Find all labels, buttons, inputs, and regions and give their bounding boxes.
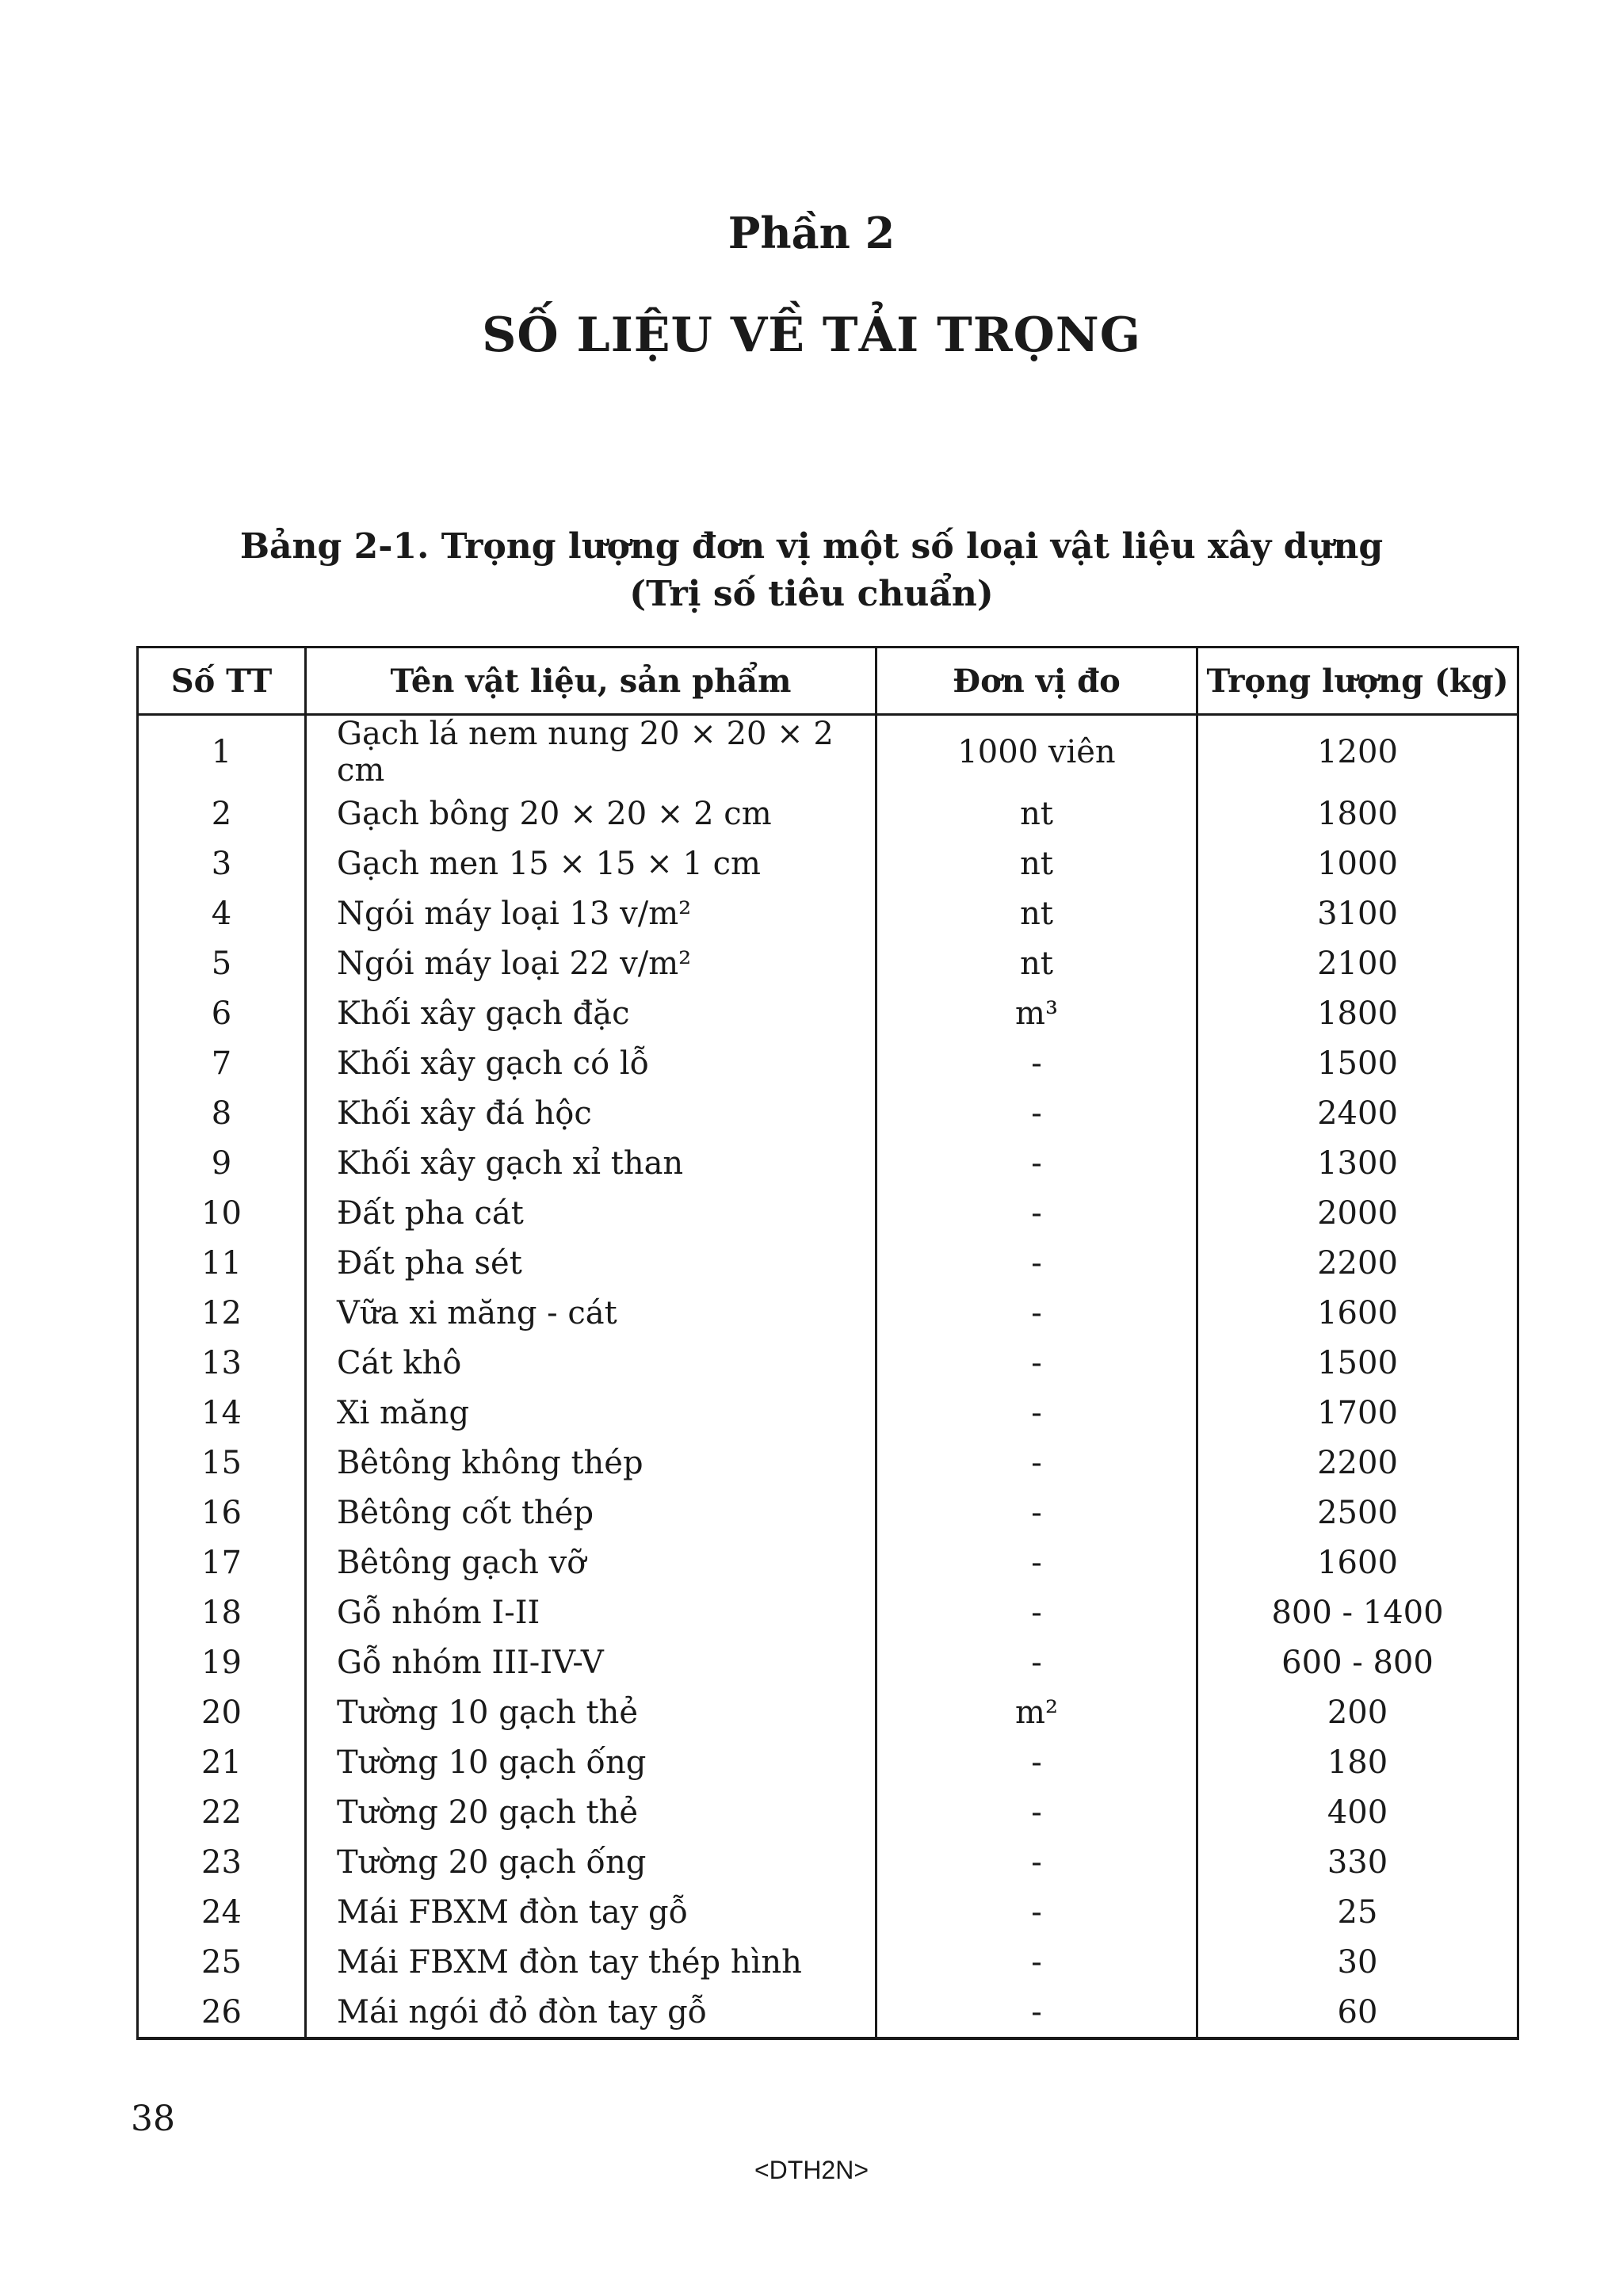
table-row (138, 1587, 1518, 1637)
row-unit: nt (876, 888, 1197, 938)
table-row (138, 1737, 1518, 1787)
row-material-name: Bêtông không thép (306, 1438, 876, 1488)
row-unit: - (876, 1388, 1197, 1438)
row-unit: - (876, 1538, 1197, 1587)
row-number: 22 (138, 1787, 306, 1837)
row-weight: 400 (1197, 1787, 1518, 1837)
row-number: 26 (138, 1987, 306, 2038)
row-number: 13 (138, 1338, 306, 1388)
row-number: 17 (138, 1538, 306, 1587)
row-unit: - (876, 1637, 1197, 1687)
header-name: Tên vật liệu, sản phẩm (306, 648, 876, 715)
row-material-name: Bêtông cốt thép (306, 1488, 876, 1538)
table-row (138, 1388, 1518, 1438)
row-weight: 180 (1197, 1737, 1518, 1787)
row-material-name: Ngói máy loại 22 v/m² (306, 938, 876, 988)
table-row (138, 1438, 1518, 1488)
row-material-name: Gỗ nhóm III-IV-V (306, 1637, 876, 1687)
part-title: Phần 2 (727, 208, 896, 258)
table-row (138, 1338, 1518, 1388)
row-unit: - (876, 1737, 1197, 1787)
table-row (138, 839, 1518, 888)
table-row (138, 715, 1518, 789)
row-number: 14 (138, 1388, 306, 1438)
table-row (138, 1138, 1518, 1188)
row-weight: 200 (1197, 1687, 1518, 1737)
row-weight: 600 - 800 (1197, 1637, 1518, 1687)
row-material-name: Tường 20 gạch ống (306, 1837, 876, 1887)
row-unit: - (876, 1887, 1197, 1937)
table-header-row (138, 648, 1518, 715)
main-title: SỐ LIỆU VỀ TẢI TRỌNG (482, 308, 1141, 363)
table-row (138, 1488, 1518, 1538)
row-material-name: Mái FBXM đòn tay thép hình (306, 1937, 876, 1987)
row-weight: 2200 (1197, 1438, 1518, 1488)
row-material-name: Gạch men 15 × 15 × 1 cm (306, 839, 876, 888)
row-weight: 1200 (1197, 715, 1518, 789)
footer-code: <DTH2N> (754, 2156, 869, 2184)
row-number: 10 (138, 1188, 306, 1238)
row-weight: 1000 (1197, 839, 1518, 888)
row-material-name: Tường 10 gạch thẻ (306, 1687, 876, 1737)
row-material-name: Cát khô (306, 1338, 876, 1388)
row-unit: - (876, 1338, 1197, 1388)
row-weight: 25 (1197, 1887, 1518, 1937)
row-number: 3 (138, 839, 306, 888)
row-unit: - (876, 1038, 1197, 1088)
table-row (138, 938, 1518, 988)
row-weight: 2500 (1197, 1488, 1518, 1538)
row-unit: - (876, 1138, 1197, 1188)
table-row (138, 1188, 1518, 1238)
table-body (138, 715, 1518, 2039)
materials-table (136, 646, 1519, 2040)
table-row (138, 1837, 1518, 1887)
header-no: Số TT (138, 648, 306, 715)
row-weight: 3100 (1197, 888, 1518, 938)
row-number: 9 (138, 1138, 306, 1188)
row-material-name: Đất pha cát (306, 1188, 876, 1238)
table-row (138, 888, 1518, 938)
row-material-name: Khối xây gạch có lỗ (306, 1038, 876, 1088)
row-material-name: Mái FBXM đòn tay gỗ (306, 1887, 876, 1937)
row-number: 12 (138, 1288, 306, 1338)
row-weight: 1700 (1197, 1388, 1518, 1438)
table-caption-line2: (Trị số tiêu chuẩn) (629, 574, 994, 614)
table-row (138, 1238, 1518, 1288)
row-weight: 2000 (1197, 1188, 1518, 1238)
row-number: 8 (138, 1088, 306, 1138)
row-number: 6 (138, 988, 306, 1038)
table-row (138, 988, 1518, 1038)
row-weight: 1600 (1197, 1538, 1518, 1587)
header-unit: Đơn vị đo (876, 648, 1197, 715)
row-weight: 800 - 1400 (1197, 1587, 1518, 1637)
row-number: 7 (138, 1038, 306, 1088)
table-row (138, 1637, 1518, 1687)
row-material-name: Tường 10 gạch ống (306, 1737, 876, 1787)
table-row (138, 1038, 1518, 1088)
table-row (138, 1538, 1518, 1587)
row-material-name: Khối xây gạch xỉ than (306, 1138, 876, 1188)
row-material-name: Gỗ nhóm I-II (306, 1587, 876, 1637)
row-unit: nt (876, 839, 1197, 888)
row-unit: nt (876, 938, 1197, 988)
row-number: 16 (138, 1488, 306, 1538)
table-caption-line1: Bảng 2-1. Trọng lượng đơn vị một số loại vật liệu xây dựng (239, 526, 1384, 567)
table-row (138, 1088, 1518, 1138)
row-material-name: Gạch bông 20 × 20 × 2 cm (306, 789, 876, 839)
row-material-name: Đất pha sét (306, 1238, 876, 1288)
row-number: 18 (138, 1587, 306, 1637)
table-row (138, 1687, 1518, 1737)
row-weight: 1600 (1197, 1288, 1518, 1338)
row-material-name: Vữa xi măng - cát (306, 1288, 876, 1338)
row-weight: 2200 (1197, 1238, 1518, 1288)
table-row (138, 1787, 1518, 1837)
row-material-name: Khối xây gạch đặc (306, 988, 876, 1038)
row-weight: 1300 (1197, 1138, 1518, 1188)
row-number: 24 (138, 1887, 306, 1937)
row-material-name: Khối xây đá hộc (306, 1088, 876, 1138)
row-unit: m³ (876, 988, 1197, 1038)
row-number: 1 (138, 715, 306, 789)
page-number: 38 (131, 2099, 175, 2139)
table-row (138, 1987, 1518, 2038)
row-material-name: Mái ngói đỏ đòn tay gỗ (306, 1987, 876, 2038)
row-unit: - (876, 1787, 1197, 1837)
row-unit: - (876, 1837, 1197, 1887)
row-unit: - (876, 1288, 1197, 1338)
row-number: 15 (138, 1438, 306, 1488)
row-weight: 2100 (1197, 938, 1518, 988)
row-material-name: Ngói máy loại 13 v/m² (306, 888, 876, 938)
row-unit: 1000 viên (876, 715, 1197, 789)
table-caption (0, 523, 1623, 618)
row-unit: - (876, 1987, 1197, 2038)
row-number: 2 (138, 789, 306, 839)
table-row (138, 1288, 1518, 1338)
row-weight: 2400 (1197, 1088, 1518, 1138)
header-weight: Trọng lượng (kg) (1197, 648, 1518, 715)
row-weight: 330 (1197, 1837, 1518, 1887)
row-material-name: Gạch lá nem nung 20 × 20 × 2 cm (306, 715, 876, 789)
row-number: 5 (138, 938, 306, 988)
row-number: 23 (138, 1837, 306, 1887)
row-unit: - (876, 1587, 1197, 1637)
table-row (138, 1887, 1518, 1937)
row-number: 11 (138, 1238, 306, 1288)
row-number: 21 (138, 1737, 306, 1787)
table-row (138, 1937, 1518, 1987)
row-material-name: Bêtông gạch vỡ (306, 1538, 876, 1587)
row-unit: - (876, 1088, 1197, 1138)
row-unit: - (876, 1488, 1197, 1538)
row-material-name: Xi măng (306, 1388, 876, 1438)
row-unit: nt (876, 789, 1197, 839)
row-weight: 1800 (1197, 988, 1518, 1038)
table-row (138, 789, 1518, 839)
row-weight: 30 (1197, 1937, 1518, 1987)
row-number: 19 (138, 1637, 306, 1687)
row-unit: - (876, 1238, 1197, 1288)
row-unit: - (876, 1438, 1197, 1488)
row-weight: 1500 (1197, 1038, 1518, 1088)
row-unit: - (876, 1188, 1197, 1238)
row-number: 20 (138, 1687, 306, 1737)
row-weight: 1800 (1197, 789, 1518, 839)
row-number: 4 (138, 888, 306, 938)
row-unit: - (876, 1937, 1197, 1987)
row-number: 25 (138, 1937, 306, 1987)
row-material-name: Tường 20 gạch thẻ (306, 1787, 876, 1837)
row-weight: 60 (1197, 1987, 1518, 2038)
row-weight: 1500 (1197, 1338, 1518, 1388)
row-unit: m² (876, 1687, 1197, 1737)
